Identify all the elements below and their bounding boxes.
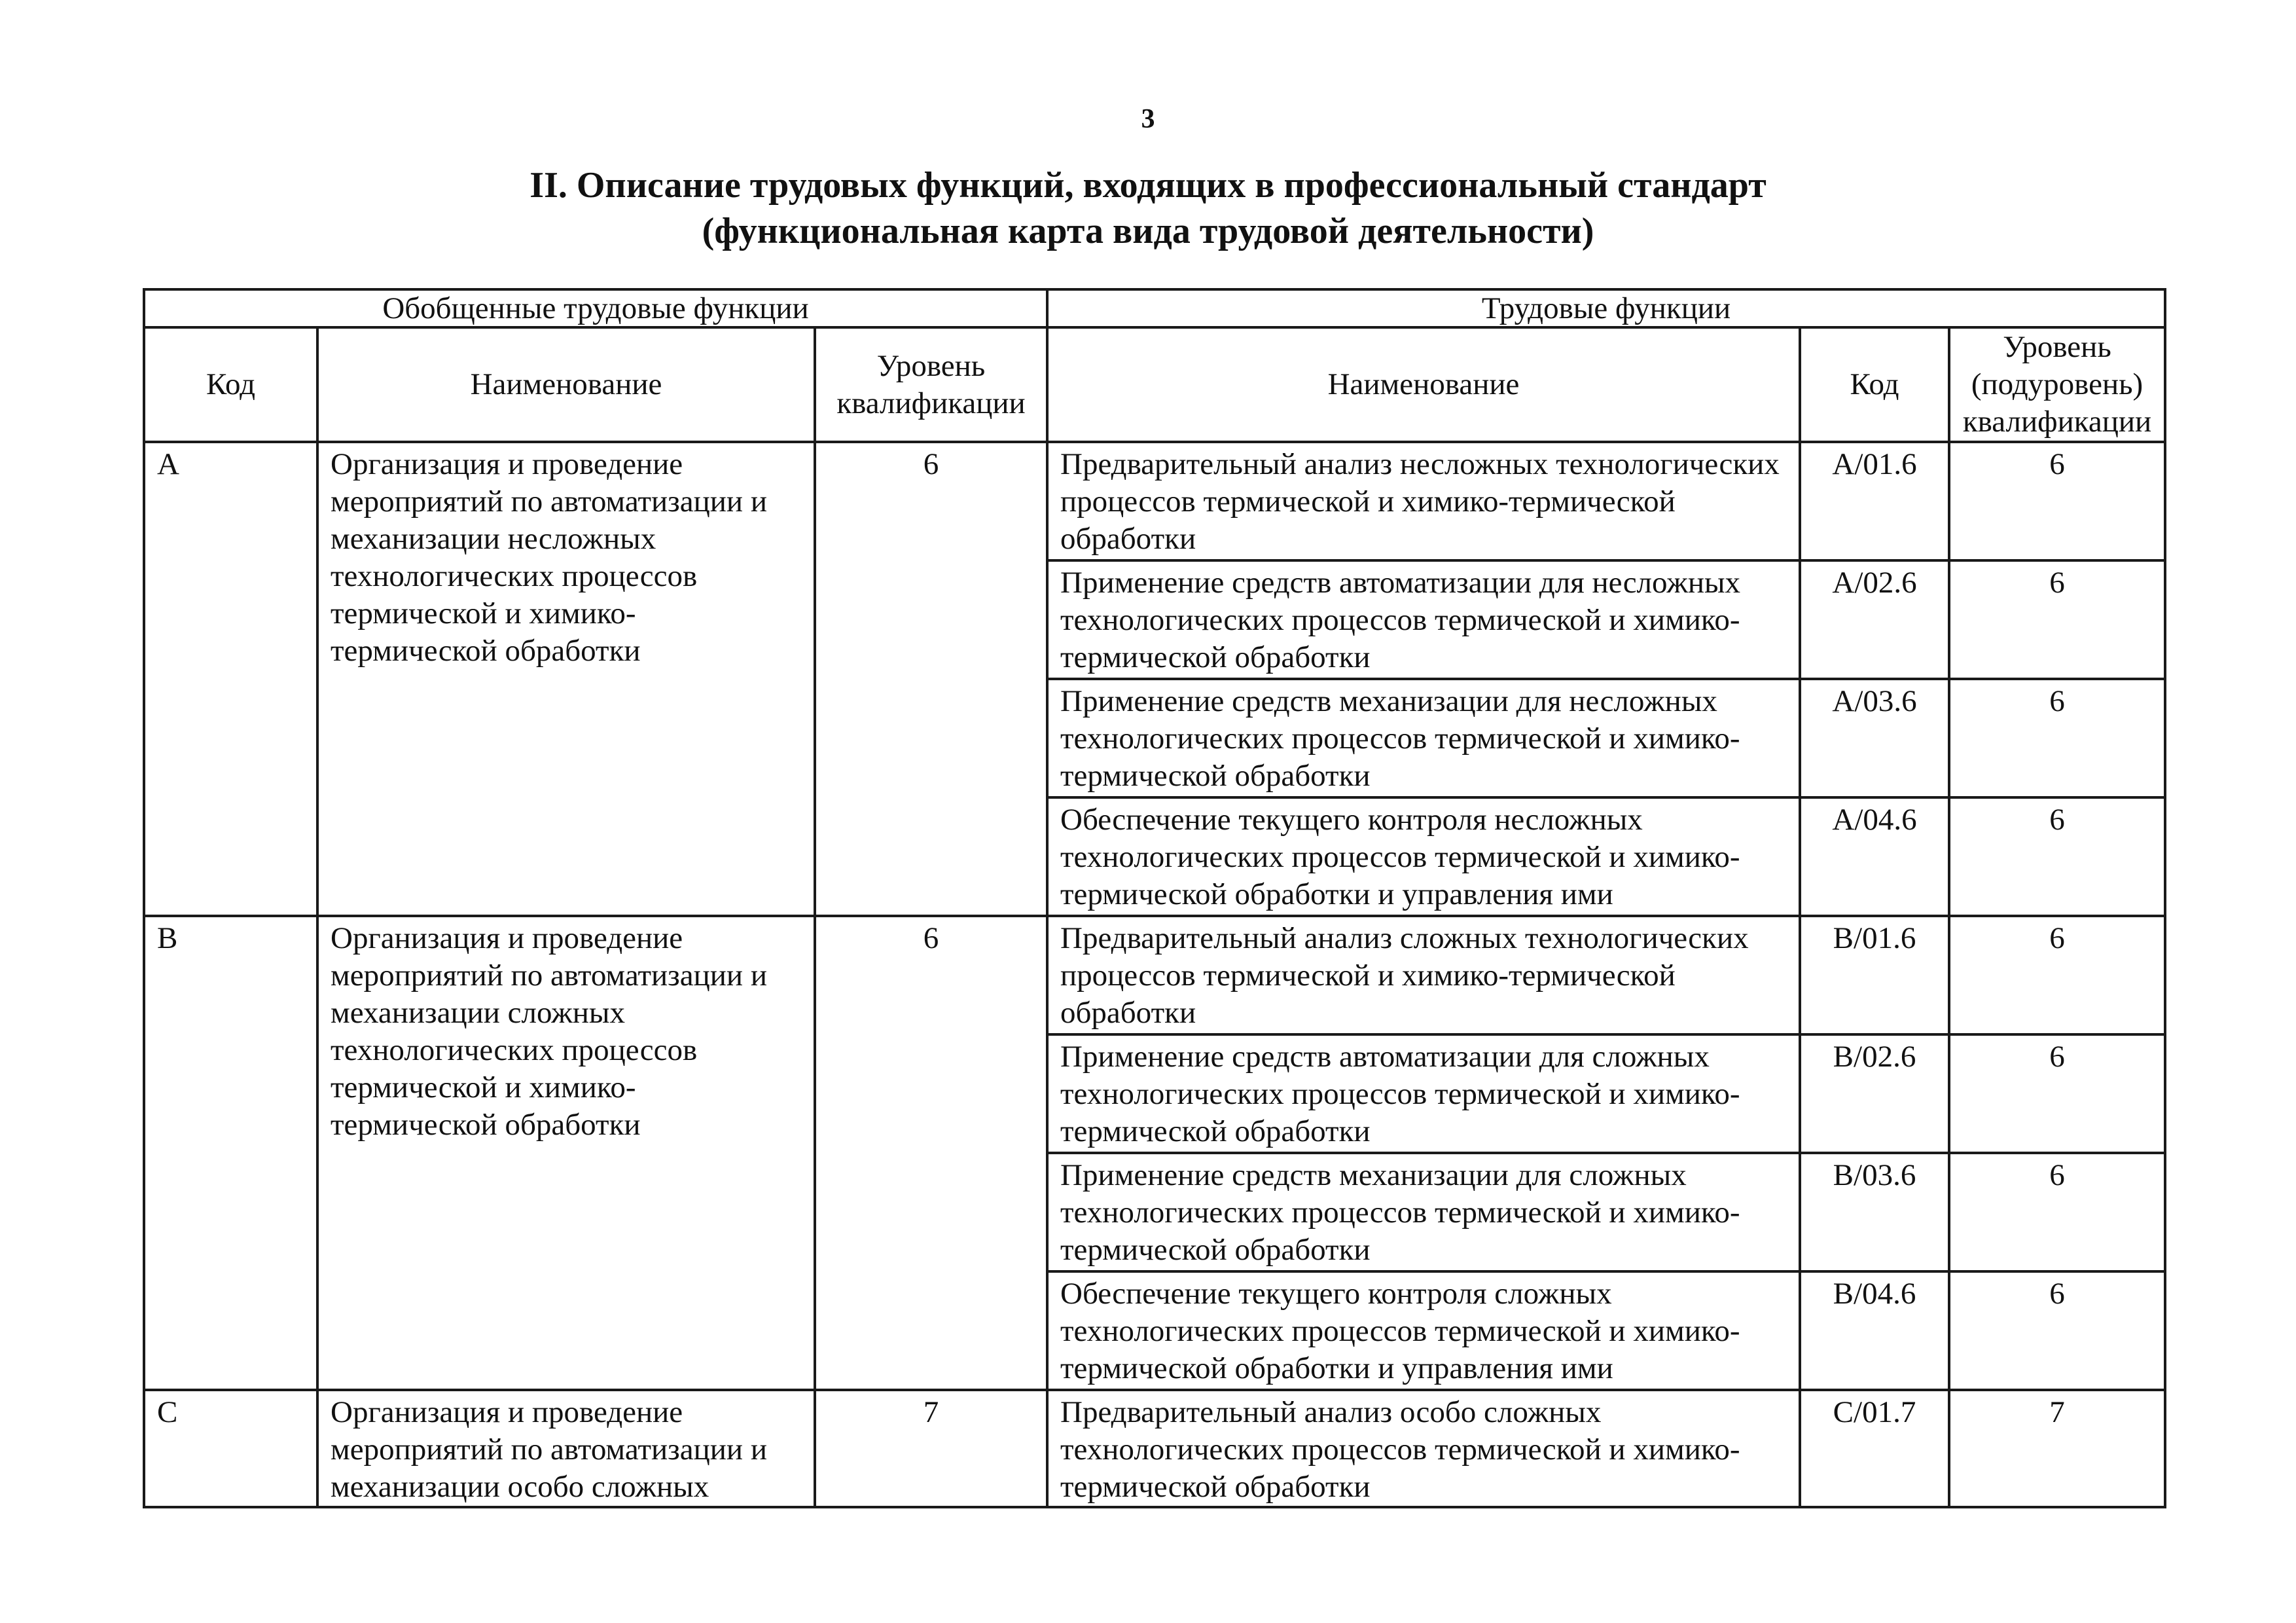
- labor-function-code: B/02.6: [1800, 1034, 1949, 1153]
- labor-function-level: 6: [1949, 442, 2165, 560]
- labor-function-level: 6: [1949, 560, 2165, 679]
- col-header-fn-level-line: квалификации: [1962, 405, 2152, 439]
- labor-function-name: Применение средств автоматизации для несложных технологических процессов термической и химико-термической обработки: [1047, 560, 1800, 679]
- labor-function-code: A/04.6: [1800, 797, 1949, 916]
- labor-function-code: B/04.6: [1800, 1271, 1949, 1390]
- generalized-function-code: B: [144, 916, 317, 1390]
- labor-function-code: A/03.6: [1800, 679, 1949, 797]
- col-header-fn-code: Код: [1800, 327, 1949, 442]
- col-header-fn-level: [1949, 327, 2165, 442]
- labor-functions-header: Трудовые функции: [1047, 289, 2165, 327]
- labor-function-code: B/01.6: [1800, 916, 1949, 1034]
- generalized-function-level: 7: [815, 1390, 1047, 1507]
- labor-function-level: 7: [1949, 1390, 2165, 1507]
- labor-function-name: Обеспечение текущего контроля сложных технологических процессов термической и химико-термической обработки и управления ими: [1047, 1271, 1800, 1390]
- generalized-function-name: Организация и проведение мероприятий по автоматизации и механизации сложных технологических процессов термической и химико-термической обработки: [317, 916, 815, 1390]
- functional-map-table: [143, 288, 2166, 1508]
- col-header-gen-code: Код: [144, 327, 317, 442]
- col-header-fn-level-line: Уровень: [2003, 330, 2111, 364]
- labor-function-level: 6: [1949, 1153, 2165, 1271]
- col-header-fn-name: Наименование: [1047, 327, 1800, 442]
- section-title: [0, 162, 2296, 254]
- labor-function-name: Применение средств механизации для несложных технологических процессов термической и химико-термической обработки: [1047, 679, 1800, 797]
- generalized-function-name: Организация и проведение мероприятий по автоматизации и механизации несложных технологических процессов термической и химико-термической обработки: [317, 442, 815, 916]
- labor-function-name: Применение средств автоматизации для сложных технологических процессов термической и химико-термической обработки: [1047, 1034, 1800, 1153]
- col-header-fn-level-line: (подуровень): [1971, 367, 2144, 401]
- col-header-gen-name: Наименование: [317, 327, 815, 442]
- labor-function-code: B/03.6: [1800, 1153, 1949, 1271]
- col-header-gen-level: [815, 327, 1047, 442]
- labor-function-level: 6: [1949, 1271, 2165, 1390]
- generalized-function-code: A: [144, 442, 317, 916]
- section-title-line-1: II. Описание трудовых функций, входящих в профессиональный стандарт: [529, 165, 1767, 206]
- column-header-row: [144, 327, 2165, 442]
- labor-function-code: A/02.6: [1800, 560, 1949, 679]
- section-title-line-2: (функциональная карта вида трудовой деятельности): [702, 211, 1594, 251]
- generalized-functions-header: Обобщенные трудовые функции: [144, 289, 1047, 327]
- col-header-gen-level-line: квалификации: [836, 386, 1026, 420]
- table-row: [144, 1390, 2165, 1507]
- labor-function-name: Предварительный анализ сложных технологических процессов термической и химико-термической обработки: [1047, 916, 1800, 1034]
- generalized-function-name: Организация и проведение мероприятий по автоматизации и механизации особо сложных: [317, 1390, 815, 1507]
- labor-function-code: A/01.6: [1800, 442, 1949, 560]
- labor-function-level: 6: [1949, 797, 2165, 916]
- generalized-function-level: 6: [815, 916, 1047, 1390]
- labor-function-level: 6: [1949, 916, 2165, 1034]
- labor-function-level: 6: [1949, 1034, 2165, 1153]
- labor-function-name: Предварительный анализ несложных технологических процессов термической и химико-термической обработки: [1047, 442, 1800, 560]
- generalized-function-code: C: [144, 1390, 317, 1507]
- table-row: [144, 442, 2165, 560]
- table-row: [144, 916, 2165, 1034]
- labor-function-name: Предварительный анализ особо сложных технологических процессов термической и химико-термической обработки: [1047, 1390, 1800, 1507]
- col-header-gen-level-line: Уровень: [876, 348, 986, 383]
- page-number: 3: [1141, 104, 1155, 134]
- group-header-row: [144, 289, 2165, 327]
- labor-function-level: 6: [1949, 679, 2165, 797]
- labor-function-name: Применение средств механизации для сложных технологических процессов термической и химико-термической обработки: [1047, 1153, 1800, 1271]
- generalized-function-level: 6: [815, 442, 1047, 916]
- labor-function-code: C/01.7: [1800, 1390, 1949, 1507]
- labor-function-name: Обеспечение текущего контроля несложных технологических процессов термической и химико-термической обработки и управления ими: [1047, 797, 1800, 916]
